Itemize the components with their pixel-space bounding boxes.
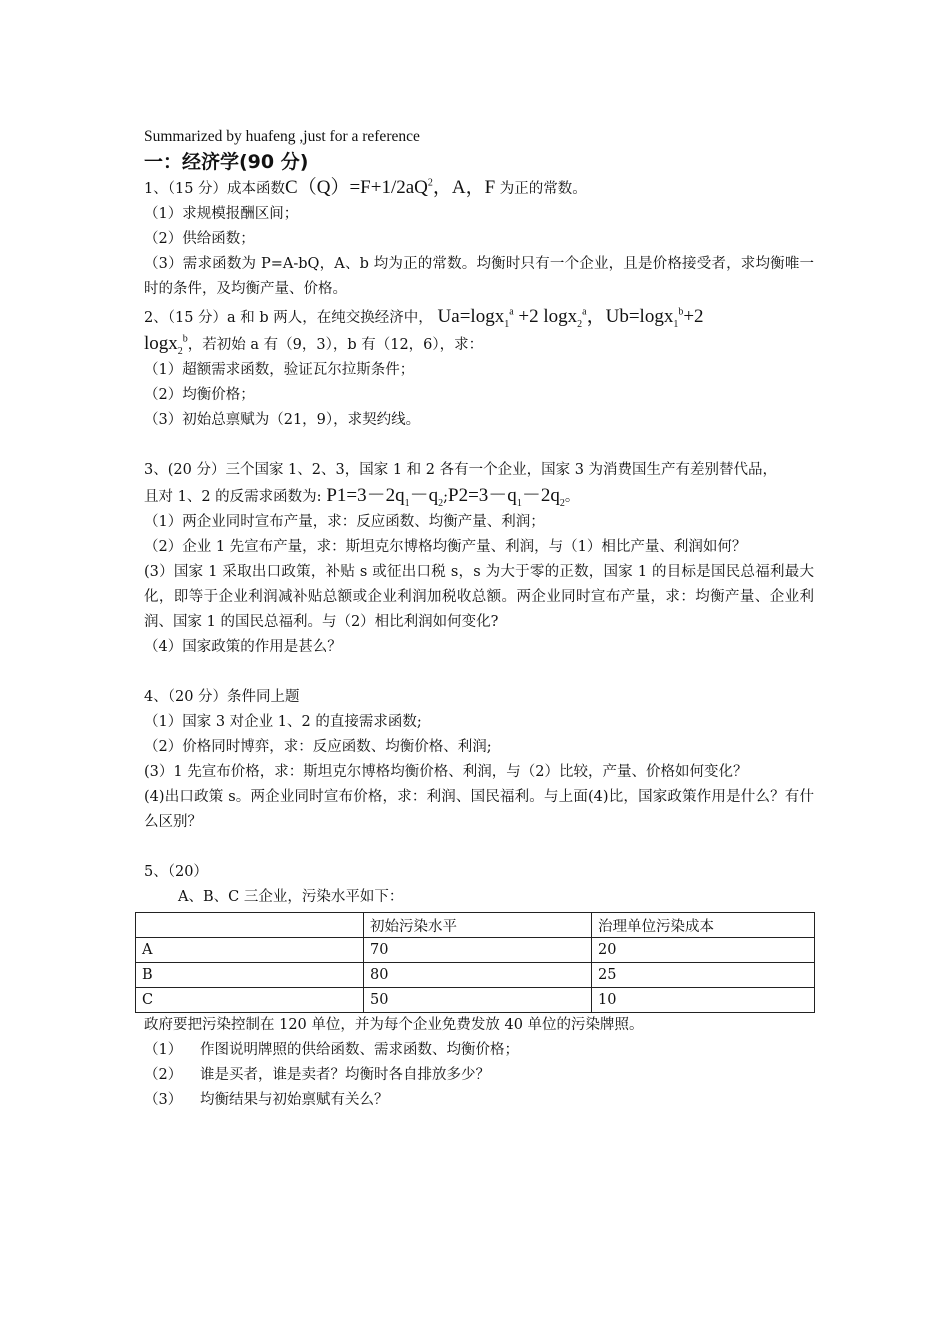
q3-intro: 3、(20 分）三个国家 1、2、3，国家 1 和 2 各有一个企业，国家 3 为消费国生产有差别替代品， xyxy=(144,462,778,478)
table-cell: 10 xyxy=(592,988,815,1013)
q1-formula: $C(Q)=F+1/2aQ^2$，A，F xyxy=(285,177,496,198)
q1-part-2: （2）供给函数； xyxy=(144,231,255,247)
pollution-table xyxy=(135,912,815,1013)
q1-part-3: （3）需求函数为 P=A-bQ，A、b 均为正的常数。均衡时只有一个企业，且是价格接受者，求均衡唯一时的条件，及均衡产量、价格。 xyxy=(144,256,814,297)
q4-part-1: （1）国家 3 对企业 1、2 的直接需求函数; xyxy=(144,714,422,730)
q4-intro: 4、（20 分）条件同上题 xyxy=(144,689,300,705)
q5-intro: 5、（20） xyxy=(144,864,208,880)
table-cell: A xyxy=(136,938,364,963)
q5-item: （3） 均衡结果与初始禀赋有关么？ xyxy=(144,1092,389,1108)
section-title: 一：经济学(90 分) xyxy=(144,151,309,173)
q5-item: （2） 谁是买者，谁是卖者？均衡时各自排放多少？ xyxy=(144,1067,490,1083)
table-cell: 20 xyxy=(592,938,815,963)
table-row xyxy=(136,988,815,1013)
q2-part-3: （3）初始总禀赋为（21，9），求契约线。 xyxy=(144,412,421,428)
table-row xyxy=(136,963,815,988)
q2-part-1: （1）超额需求函数，验证瓦尔拉斯条件； xyxy=(144,362,415,378)
q1-intro-suffix: 为正的常数。 xyxy=(499,181,587,197)
table-header-cell xyxy=(136,913,364,938)
q5-item: （1） 作图说明牌照的供给函数、需求函数、均衡价格； xyxy=(144,1042,519,1058)
spacer xyxy=(144,835,814,860)
q1-intro-prefix: 1、（15 分）成本函数 xyxy=(144,181,286,197)
q5-lead: A、B、C 三企业，污染水平如下： xyxy=(178,889,404,905)
q2-utility-functions: Ua=logx$_1^a$ +2 logx$_2^a$，Ub=logx$_1^b$+2 xyxy=(437,306,704,330)
table-header-cell: 治理单位污染成本 xyxy=(592,913,815,938)
q3-part-4: （4）国家政策的作用是甚么？ xyxy=(144,639,342,655)
q2-part-2: （2）均衡价格； xyxy=(144,387,255,403)
table-cell: 80 xyxy=(364,963,592,988)
table-cell: C xyxy=(136,988,364,1013)
document-page xyxy=(144,126,814,1113)
table-cell: 25 xyxy=(592,963,815,988)
q5-after-table: 政府要把污染控制在 120 单位，并为每个企业免费发放 40 单位的污染牌照。 xyxy=(144,1017,644,1033)
q1-intro xyxy=(144,175,814,202)
q4-part-2: （2）价格同时博弈，求：反应函数、均衡价格、利润; xyxy=(144,739,492,755)
table-cell: 70 xyxy=(364,938,592,963)
summary-note: Summarized by huafeng ,just for a reference xyxy=(144,128,420,145)
q3-part-1: （1）两企业同时宣布产量，求：反应函数、均衡产量、利润； xyxy=(144,514,545,530)
spacer xyxy=(144,660,814,685)
q3-part-3: (3）国家 1 采取出口政策，补贴 s 或征出口税 s，s 为大于零的正数，国家 1 的目标是国民总福利最大化，即等于企业利润减补贴总额或企业利润加税收总额。两企业同时宣布产量，求：均衡产量、企业利润、国家 1 的国民总福利。与（2）相比利润如何变化? xyxy=(144,564,814,630)
q2-intro-cont: logx$_2^b$，若初始 a 有（9，3），b 有（12，6），求： xyxy=(144,333,484,357)
table-header-cell: 初始污染水平 xyxy=(364,913,592,938)
table-header-row xyxy=(136,913,815,938)
spacer xyxy=(144,433,814,458)
q4-part-4: (4)出口政策 s。两企业同时宣布价格，求：利润、国民福利。与上面(4)比，国家政策作用是什么？有什么区别？ xyxy=(144,789,814,830)
table-cell: 50 xyxy=(364,988,592,1013)
table-row xyxy=(136,938,815,963)
q3-demand-functions: 且对 1、2 的反需求函数为: $P1=3-2q_1-q_2;P2=3-q_1-2q_2$。 xyxy=(144,485,580,509)
q4-part-3: (3）1 先宣布价格，求：斯坦克尔博格均衡价格、利润，与（2）比较，产量、价格如何变化？ xyxy=(144,764,748,780)
q1-part-1: （1）求规模报酬区间； xyxy=(144,206,299,222)
q3-part-2: （2）企业 1 先宣布产量，求：斯坦克尔博格均衡产量、利润，与（1）相比产量、利润如何？ xyxy=(144,539,747,555)
q2-intro: 2、（15 分）a 和 b 两人，在纯交换经济中， Ua=logx$_1^a$ +2 logx$_2^a$，Ub=logx$_1^b$+2 xyxy=(144,306,704,330)
table-cell: B xyxy=(136,963,364,988)
